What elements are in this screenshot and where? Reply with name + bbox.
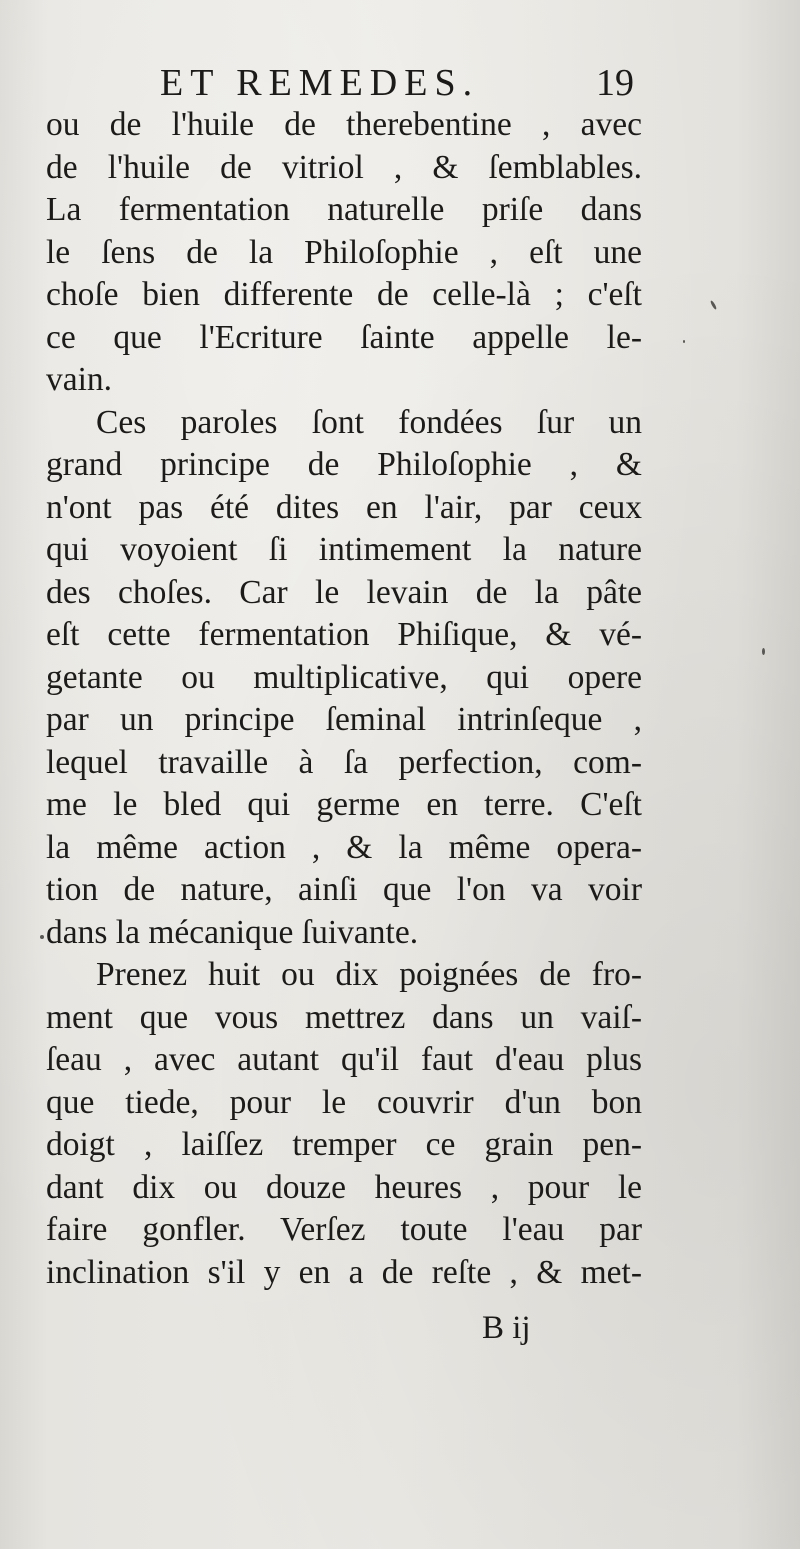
text-line: le ſens de la Philoſophie , eſt une [46,233,642,271]
text-line: doigt , laiſſez tremper ce grain pen- [46,1126,642,1163]
text-line: Ces paroles ſont fondées ſur un [96,403,642,441]
text-line: vain. [46,361,113,398]
text-line: eſt cette fermentation Phiſique, & vé- [46,616,642,653]
paragraph-1 [46,104,642,402]
text-line: qui voyoient ſi intimement la nature [46,531,642,568]
text-line: Prenez huit ou dix poignées de fro- [96,956,642,993]
page-header [0,58,800,108]
text-line: inclination s'il y en a de reſte , & met- [46,1253,642,1291]
page-number: 19 [596,62,634,104]
text-line: que tiede, pour le couvrir d'un bon [46,1083,642,1121]
text-line: choſe bien differente de celle-là ; c'eſt [46,276,642,313]
text-line: faire gonfler. Verſez toute l'eau par [46,1211,642,1248]
text-line: dant dix ou douze heures , pour le [46,1168,642,1206]
text-line: dans la mécanique ſuivante. [46,913,419,951]
paragraph-3 [46,954,642,1294]
text-line: la même action , & la même opera- [46,828,642,866]
text-line: par un principe ſeminal intrinſeque , [46,701,642,738]
signature-mark: B ij [482,1310,531,1346]
text-line: La fermentation naturelle priſe dans [46,191,642,228]
body-text [46,104,642,1294]
paragraph-2 [46,402,642,955]
text-line: me le bled qui germe en terre. C'eſt [46,786,642,823]
text-line: des choſes. Car le levain de la pâte [46,573,642,611]
text-line: lequel travaille à ſa perfection, com- [46,743,642,781]
text-line: de l'huile de vitriol , & ſemblables. [46,148,642,186]
text-line: grand principe de Philoſophie , & [46,446,642,483]
text-line: ou de l'huile de therebentine , avec [46,106,642,143]
paper-speck [710,300,718,310]
text-line: ment que vous mettrez dans un vaiſ- [46,998,642,1036]
text-line: tion de nature, ainſi que l'on va voir [46,871,642,908]
text-line: ſeau , avec autant qu'il faut d'eau plus [46,1041,642,1078]
text-line: n'ont pas été dites en l'air, par ceux [46,488,642,526]
text-line: getante ou multiplicative, qui opere [46,658,642,696]
text-line: ce que l'Ecriture ſainte appelle le- [46,318,642,356]
paper-speck [762,648,765,655]
paper-speck [683,340,685,343]
paper-speck [40,935,44,939]
running-head: ET REMEDES. [160,62,480,104]
